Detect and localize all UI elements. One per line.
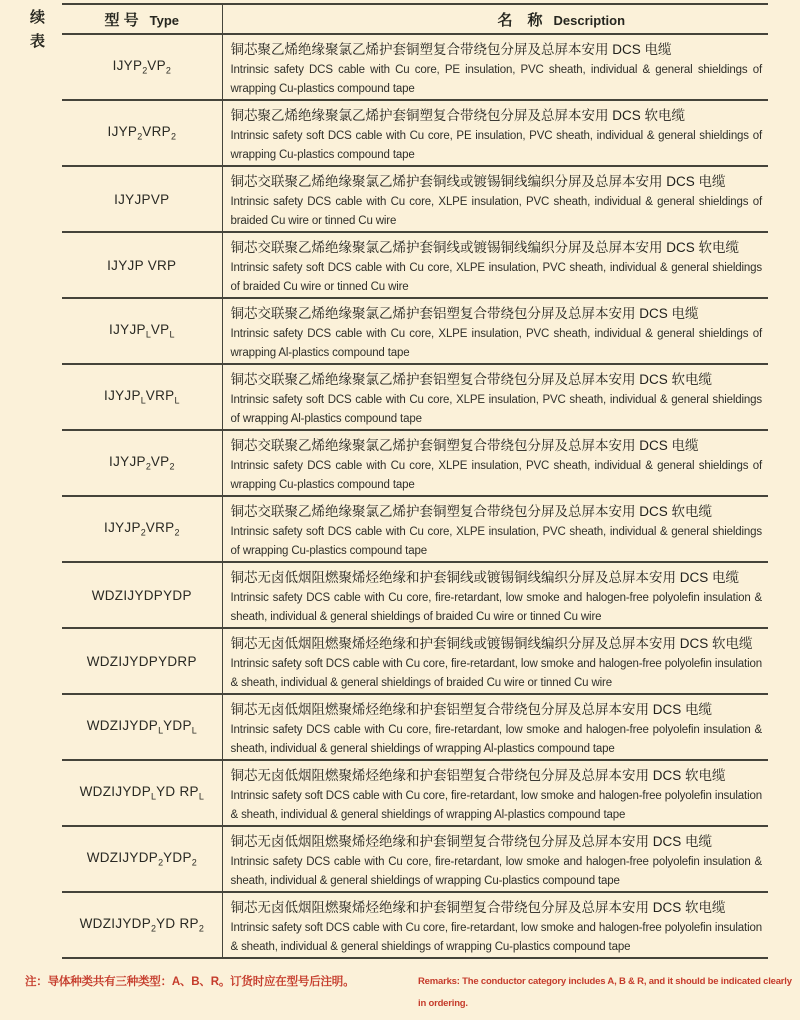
description-cell: [222, 694, 768, 760]
table-row: [62, 628, 768, 694]
type-code-cell: [62, 166, 222, 232]
description-en: Intrinsic safety DCS cable with Cu core, fire-retardant, low smoke and halogen-free polyolefin insulation & sheath, individual & general shieldings of wrapping Al-plastics compound tape: [230, 724, 762, 755]
type-code-text: YDP: [163, 850, 192, 866]
type-code-cell: [62, 826, 222, 892]
type-code-subscript: L: [174, 395, 180, 406]
description-en: Intrinsic safety DCS cable with Cu core, fire-retardant, low smoke and halogen-free polyolefin insulation & sheath, individual & general shieldings of braided Cu wire or tinned Cu wire: [230, 592, 762, 623]
description-en: Intrinsic safety DCS cable with Cu core, XLPE insulation, PVC sheath, individual & general shieldings of wrapping Al-plastics compound tape: [230, 328, 762, 359]
continued-table-label: 续表: [29, 9, 45, 50]
description-en: Intrinsic safety DCS cable with Cu core, XLPE insulation, PVC sheath, individual & general shieldings of braided Cu wire or tinned Cu wire: [230, 196, 762, 227]
type-code-subscript: 2: [165, 65, 171, 76]
description-en: Intrinsic safety soft DCS cable with Cu core, fire-retardant, low smoke and halogen-free polyolefin insulation & sheath, individual & general shieldings of wrapping Al-plastics compound tape: [230, 790, 762, 821]
type-code-subscript: 2: [174, 527, 180, 538]
type-code-cell: [62, 694, 222, 760]
description-cell: [222, 166, 768, 232]
type-code-text: IJYP: [112, 58, 143, 74]
type-code-text: VP: [150, 454, 170, 470]
description-en: Intrinsic safety soft DCS cable with Cu core, XLPE insulation, PVC sheath, individual & general shieldings of wrapping Cu-plastics compound tape: [230, 526, 762, 557]
type-code-cell: [62, 298, 222, 364]
table-row: [62, 298, 768, 364]
description-zh: 铜芯交联聚乙烯绝缘聚氯乙烯护套铜线或镀锡铜线编织分屏及总屏本安用 DCS 软电缆: [230, 240, 740, 255]
type-code-text: IJYJP VRP: [107, 257, 177, 273]
type-code-cell: [62, 496, 222, 562]
type-code-subscript: 2: [137, 131, 143, 142]
type-header-zh: 型 号: [104, 11, 139, 29]
cable-type-table: [62, 3, 768, 959]
type-code-text: WDZIJYDP: [79, 916, 152, 932]
description-en: Intrinsic safety soft DCS cable with Cu core, fire-retardant, low smoke and halogen-free polyolefin insulation & sheath, individual & general shieldings of braided Cu wire or tinned Cu wire: [230, 658, 762, 689]
description-cell: [222, 298, 768, 364]
remarks-line-1: Remarks: The conductor category includes A, B & R, and it should be indicated clearly: [418, 976, 792, 987]
table-row: [62, 166, 768, 232]
header-row: [62, 4, 768, 34]
type-header-en: Type: [149, 12, 180, 28]
type-code-text: IJYJP: [109, 322, 146, 338]
type-code-text: YD RP: [156, 916, 199, 932]
type-code-text: WDZIJYDP: [86, 850, 159, 866]
table-body: [62, 34, 768, 958]
description-header-zh: 名 称: [497, 11, 543, 29]
type-code-text: YDP: [163, 718, 192, 734]
table-row: [62, 232, 768, 298]
type-code-cell: [62, 628, 222, 694]
type-code-subscript: L: [169, 329, 175, 340]
type-code-subscript: 2: [169, 461, 175, 472]
type-code-subscript: 2: [198, 923, 204, 934]
type-code-text: WDZIJYDP: [86, 718, 159, 734]
type-code-cell: [62, 562, 222, 628]
description-zh: 铜芯无卤低烟阻燃聚烯烃绝缘和护套铜塑复合带绕包分屏及总屏本安用 DCS 电缆: [230, 834, 713, 849]
type-code-subscript: 2: [142, 65, 148, 76]
type-code-cell: [62, 100, 222, 166]
type-code-text: IJYJP: [109, 454, 146, 470]
description-zh: 铜芯交联聚乙烯绝缘聚氯乙烯护套铜塑复合带绕包分屏及总屏本安用 DCS 软电缆: [230, 504, 713, 519]
description-zh: 铜芯交联聚乙烯绝缘聚氯乙烯护套铝塑复合带绕包分屏及总屏本安用 DCS 软电缆: [230, 372, 713, 387]
type-code-subscript: L: [191, 725, 197, 736]
description-en: Intrinsic safety DCS cable with Cu core, PE insulation, PVC sheath, individual & general shieldings of wrapping Cu-plastics compound tape: [230, 64, 762, 95]
description-zh: 铜芯无卤低烟阻燃聚烯烃绝缘和护套铜线或镀锡铜线编织分屏及总屏本安用 DCS 软电缆: [230, 636, 753, 651]
description-cell: [222, 34, 768, 100]
description-cell: [222, 364, 768, 430]
description-cell: [222, 232, 768, 298]
type-code-text: YD RP: [156, 784, 199, 800]
type-code-text: VP: [150, 322, 170, 338]
type-code-cell: [62, 892, 222, 958]
type-code-text: IJYP: [107, 124, 138, 140]
description-en: Intrinsic safety DCS cable with Cu core, XLPE insulation, PVC sheath, individual & general shieldings of wrapping Cu-plastics compound tape: [230, 460, 762, 491]
description-header-en: Description: [553, 12, 626, 28]
type-code-subscript: 2: [191, 857, 197, 868]
description-cell: [222, 892, 768, 958]
description-cell: [222, 628, 768, 694]
type-code-text: VRP: [142, 124, 171, 140]
description-zh: 铜芯聚乙烯绝缘聚氯乙烯护套铜塑复合带绕包分屏及总屏本安用 DCS 软电缆: [230, 108, 686, 123]
description-cell: [222, 430, 768, 496]
type-code-cell: [62, 232, 222, 298]
table-row: [62, 100, 768, 166]
description-zh: 铜芯无卤低烟阻燃聚烯烃绝缘和护套铝塑复合带绕包分屏及总屏本安用 DCS 软电缆: [230, 768, 726, 783]
type-code-cell: [62, 34, 222, 100]
description-en: Intrinsic safety soft DCS cable with Cu core, XLPE insulation, PVC sheath, individual & general shieldings of wrapping Al-plastics compound tape: [230, 394, 762, 425]
type-code-subscript: 2: [140, 527, 146, 538]
table-header: [62, 4, 768, 34]
description-en: Intrinsic safety DCS cable with Cu core, fire-retardant, low smoke and halogen-free polyolefin insulation & sheath, individual & general shieldings of wrapping Cu-plastics compound tape: [230, 856, 762, 887]
type-code-subscript: 2: [151, 923, 157, 934]
description-en: Intrinsic safety soft DCS cable with Cu core, fire-retardant, low smoke and halogen-free polyolefin insulation & sheath, individual & general shieldings of wrapping Cu-plastics compound tape: [230, 922, 762, 953]
table-row: [62, 826, 768, 892]
table-row: [62, 34, 768, 100]
description-en: Intrinsic safety soft DCS cable with Cu core, XLPE insulation, PVC sheath, individual & general shieldings of braided Cu wire or tinned Cu wire: [230, 262, 762, 293]
description-zh: 铜芯交联聚乙烯绝缘聚氯乙烯护套铜塑复合带绕包分屏及总屏本安用 DCS 电缆: [230, 438, 699, 453]
type-code-cell: [62, 430, 222, 496]
description-cell: [222, 826, 768, 892]
type-code-subscript: 2: [158, 857, 164, 868]
description-zh: 铜芯聚乙烯绝缘聚氯乙烯护套铜塑复合带绕包分屏及总屏本安用 DCS 电缆: [230, 42, 672, 57]
description-cell: [222, 100, 768, 166]
type-code-subscript: L: [198, 791, 204, 802]
description-cell: [222, 760, 768, 826]
description-zh: 铜芯无卤低烟阻燃聚烯烃绝缘和护套铝塑复合带绕包分屏及总屏本安用 DCS 电缆: [230, 702, 713, 717]
table-row: [62, 496, 768, 562]
table-row: [62, 562, 768, 628]
description-en: Intrinsic safety soft DCS cable with Cu core, PE insulation, PVC sheath, individual & general shieldings of wrapping Cu-plastics compound tape: [230, 130, 762, 161]
table-row: [62, 760, 768, 826]
description-cell: [222, 496, 768, 562]
description-zh: 铜芯交联聚乙烯绝缘聚氯乙烯护套铝塑复合带绕包分屏及总屏本安用 DCS 电缆: [230, 306, 699, 321]
type-code-subscript: 2: [170, 131, 176, 142]
description-zh: 铜芯无卤低烟阻燃聚烯烃绝缘和护套铜塑复合带绕包分屏及总屏本安用 DCS 软电缆: [230, 900, 726, 915]
type-code-text: IJYJP: [104, 520, 141, 536]
type-code-text: IJYJP: [104, 388, 141, 404]
description-column-header: [222, 4, 768, 34]
type-code-subscript: L: [140, 395, 146, 406]
description-cell: [222, 562, 768, 628]
table-row: [62, 430, 768, 496]
type-code-subscript: L: [158, 725, 164, 736]
note-zh: 注：导体种类共有三种类型：A、B、R。订货时应在型号后注明。: [25, 976, 355, 988]
description-zh: 铜芯无卤低烟阻燃聚烯烃绝缘和护套铜线或镀锡铜线编织分屏及总屏本安用 DCS 电缆: [230, 570, 740, 585]
type-code-text: WDZIJYDPYDP: [91, 587, 192, 603]
type-code-cell: [62, 364, 222, 430]
description-zh: 铜芯交联聚乙烯绝缘聚氯乙烯护套铜线或镀锡铜线编织分屏及总屏本安用 DCS 电缆: [230, 174, 726, 189]
table-row: [62, 694, 768, 760]
type-code-text: WDZIJYDPYDRP: [86, 653, 197, 669]
type-code-text: IJYJPVP: [114, 191, 170, 207]
table-row: [62, 364, 768, 430]
remarks-line-2: in ordering.: [418, 998, 468, 1009]
type-code-text: WDZIJYDP: [79, 784, 152, 800]
type-code-subscript: L: [151, 791, 157, 802]
type-code-subscript: 2: [145, 461, 151, 472]
note-remarks-en: [418, 971, 792, 1015]
type-code-subscript: L: [145, 329, 151, 340]
type-code-text: VRP: [145, 520, 175, 536]
type-column-header: [62, 4, 222, 34]
type-code-text: VP: [147, 58, 166, 74]
table-row: [62, 892, 768, 958]
type-code-text: VRP: [145, 388, 175, 404]
type-code-cell: [62, 760, 222, 826]
